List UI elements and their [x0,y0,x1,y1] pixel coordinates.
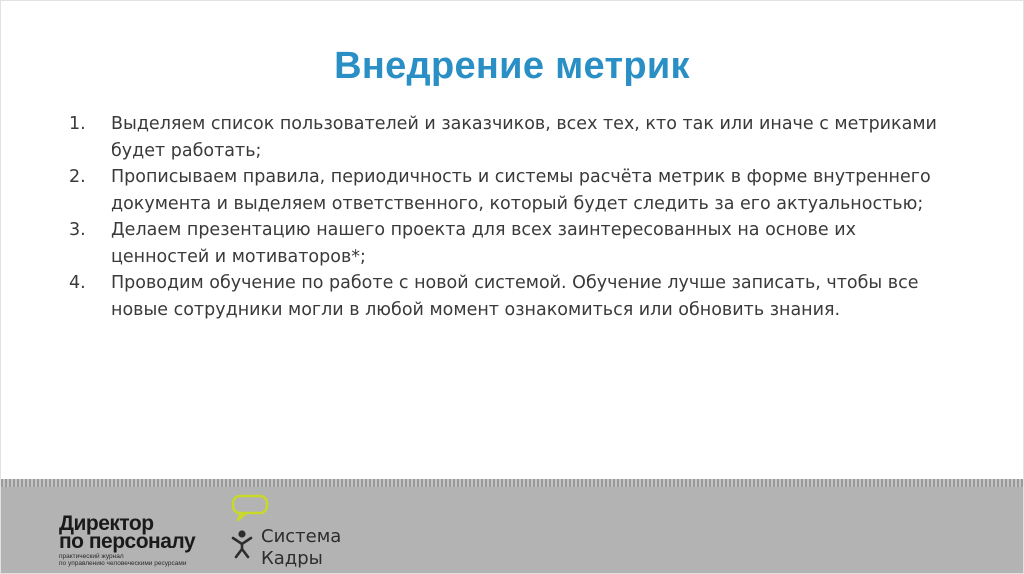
logo-tagline-1: практический журнал [59,553,124,560]
list-item [69,164,949,217]
person-icon [229,529,255,559]
logo-word-1: Система [261,526,342,547]
list-item-number: 2. [69,167,86,187]
speech-bubble-icon [231,493,271,523]
list-item-number: 3. [69,220,86,240]
logo-line-1: Директор [59,512,154,535]
sistema-kadry-logo [227,493,377,569]
logo-tagline-2: по управлению человеческими ресурсами [59,560,187,567]
list-item [69,270,949,323]
metrics-steps-list [69,111,949,323]
director-po-personalu-logo [59,512,219,567]
list-item-text: Выделяем список пользователей и заказчиков, всех тех, кто так или иначе с метриками будет работать; [111,114,937,161]
list-item-text: Делаем презентацию нашего проекта для всех заинтересованных на основе их ценностей и мотиваторов*; [111,220,856,267]
list-item-number: 4. [69,273,86,293]
logo-line-2: по персоналу [59,530,196,553]
list-item-text: Проводим обучение по работе с новой системой. Обучение лучше записать, чтобы все новые сотрудники могли в любой момент ознакомиться или обновить знания. [111,273,919,320]
list-item [69,111,949,164]
list-item [69,217,949,270]
logo-word-2: Кадры [261,548,323,569]
list-item-number: 1. [69,114,86,134]
footer-stripe [1,479,1023,487]
list-item-text: Прописываем правила, периодичность и системы расчёта метрик в форме внутреннего документа и выделяем ответственного, который будет следить за его актуальностью; [111,167,931,214]
slide-title: Внедрение метрик [334,45,690,87]
footer-bar [1,479,1023,573]
sistema-kadry-wordmark [261,526,341,570]
